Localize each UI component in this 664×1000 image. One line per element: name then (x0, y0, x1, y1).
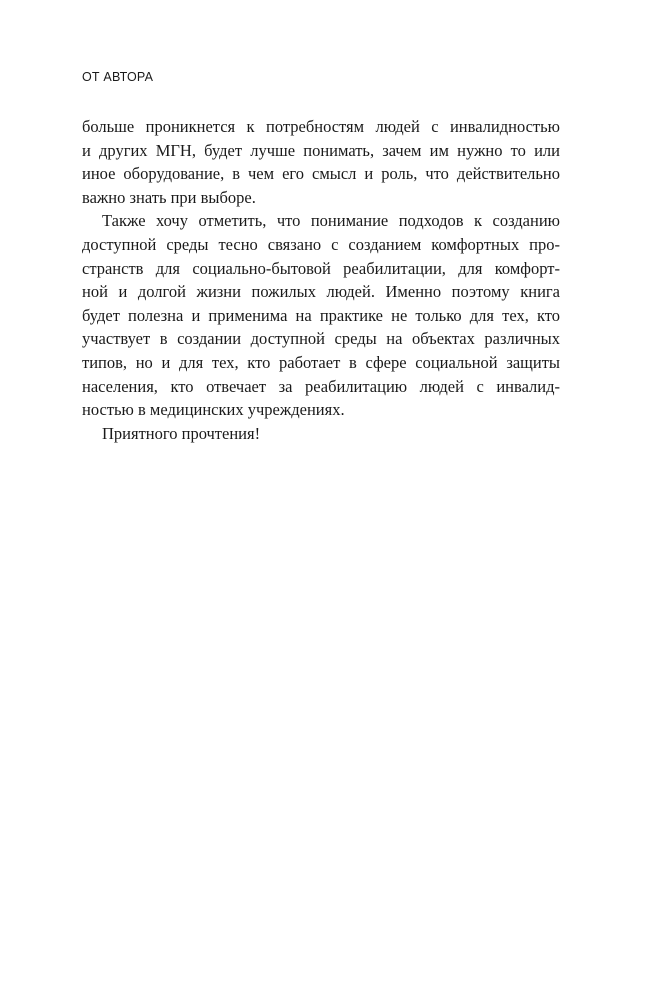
text-line: больше проникнется к потребностям людей с инвалидностью (82, 117, 560, 136)
text-line: типов, но и для тех, кто работает в сфере социальной защиты (82, 352, 560, 372)
running-header: ОТ АВТОРА (82, 70, 154, 84)
body-text (82, 115, 560, 445)
text-line: будет полезна и применима на практике не только для тех, кто (82, 305, 560, 325)
text-line: ностью в медицинских учреждениях. (82, 400, 345, 420)
text-line: иное оборудование, в чем его смысл и роль, что действительно (82, 164, 560, 184)
text-line: и других МГН, будет лучше понимать, зачем им нужно то или (82, 140, 560, 160)
text-line: странств для социально-бытовой реабилитации, для комфорт- (82, 258, 560, 278)
text-line: Приятного прочтения! (102, 423, 261, 443)
text-line: важно знать при выборе. (82, 187, 256, 207)
text-line: участвует в создании доступной среды на объектах различных (82, 329, 560, 349)
text-line: населения, кто отвечает за реабилитацию людей с инвалид- (82, 376, 560, 396)
text-line: Также хочу отметить, что понимание подходов к созданию (102, 211, 560, 231)
text-line: ной и долгой жизни пожилых людей. Именно поэтому книга (82, 282, 560, 302)
text-line: доступной среды тесно связано с созданием комфортных про- (82, 234, 560, 254)
